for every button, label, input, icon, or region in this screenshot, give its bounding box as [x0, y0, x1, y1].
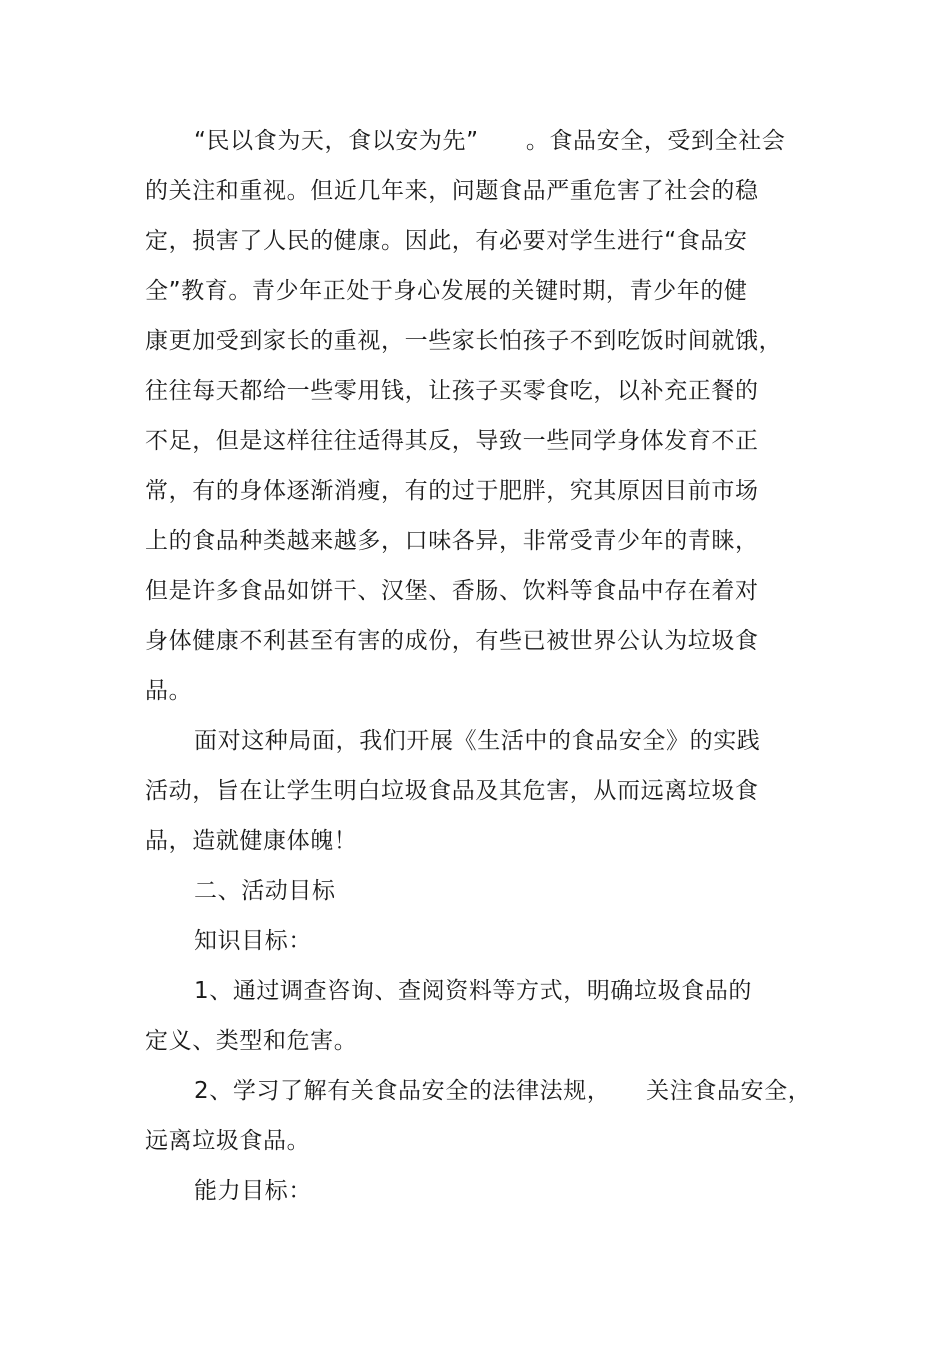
list-item-continuation: 远离垃圾食品。: [145, 1128, 311, 1154]
paragraph-line: 活动，旨在让学生明白垃圾食品及其危害，从而远离垃圾食: [145, 778, 759, 804]
paragraph-line: 康更加受到家长的重视，一些家长怕孩子不到吃饭时间就饿，: [145, 328, 783, 354]
section-heading: 二、活动目标: [194, 878, 336, 904]
paragraph-line: 常，有的身体逐渐消瘦，有的过于肥胖，究其原因目前市场: [145, 478, 759, 504]
paragraph-line: 身体健康不利甚至有害的成份，有些已被世界公认为垃圾食: [145, 628, 759, 654]
paragraph-line: 品。: [145, 678, 193, 704]
paragraph-line: 定，损害了人民的健康。因此，有必要对学生进行“食品安: [145, 228, 748, 254]
subsection-heading: 知识目标：: [194, 928, 312, 954]
paragraph-line: 全”教育。青少年正处于身心发展的关键时期，青少年的健: [145, 278, 748, 304]
paragraph-line: 上的食品种类越来越多，口味各异，非常受青少年的青睐，: [145, 528, 759, 554]
list-item: 2、学习了解有关食品安全的法律法规， 关注食品安全，: [194, 1078, 812, 1104]
paragraph-line: 不足，但是这样往往适得其反，导致一些同学身体发育不正: [145, 428, 759, 454]
list-item-continuation: 定义、类型和危害。: [145, 1028, 358, 1054]
list-item: 1、通过调查咨询、查阅资料等方式，明确垃圾食品的: [194, 978, 753, 1004]
paragraph-line: 面对这种局面，我们开展《生活中的食品安全》的实践: [194, 728, 761, 754]
paragraph-line: 但是许多食品如饼干、汉堡、香肠、饮料等食品中存在着对: [145, 578, 759, 604]
paragraph-line: “民以食为天，食以安为先” 。食品安全，受到全社会: [194, 128, 786, 154]
paragraph-line: 的关注和重视。但近几年来，问题食品严重危害了社会的稳: [145, 178, 759, 204]
paragraph-line: 品，造就健康体魄！: [145, 828, 358, 854]
paragraph-line: 往往每天都给一些零用钱，让孩子买零食吃，以补充正餐的: [145, 378, 759, 404]
subsection-heading: 能力目标：: [194, 1178, 312, 1204]
